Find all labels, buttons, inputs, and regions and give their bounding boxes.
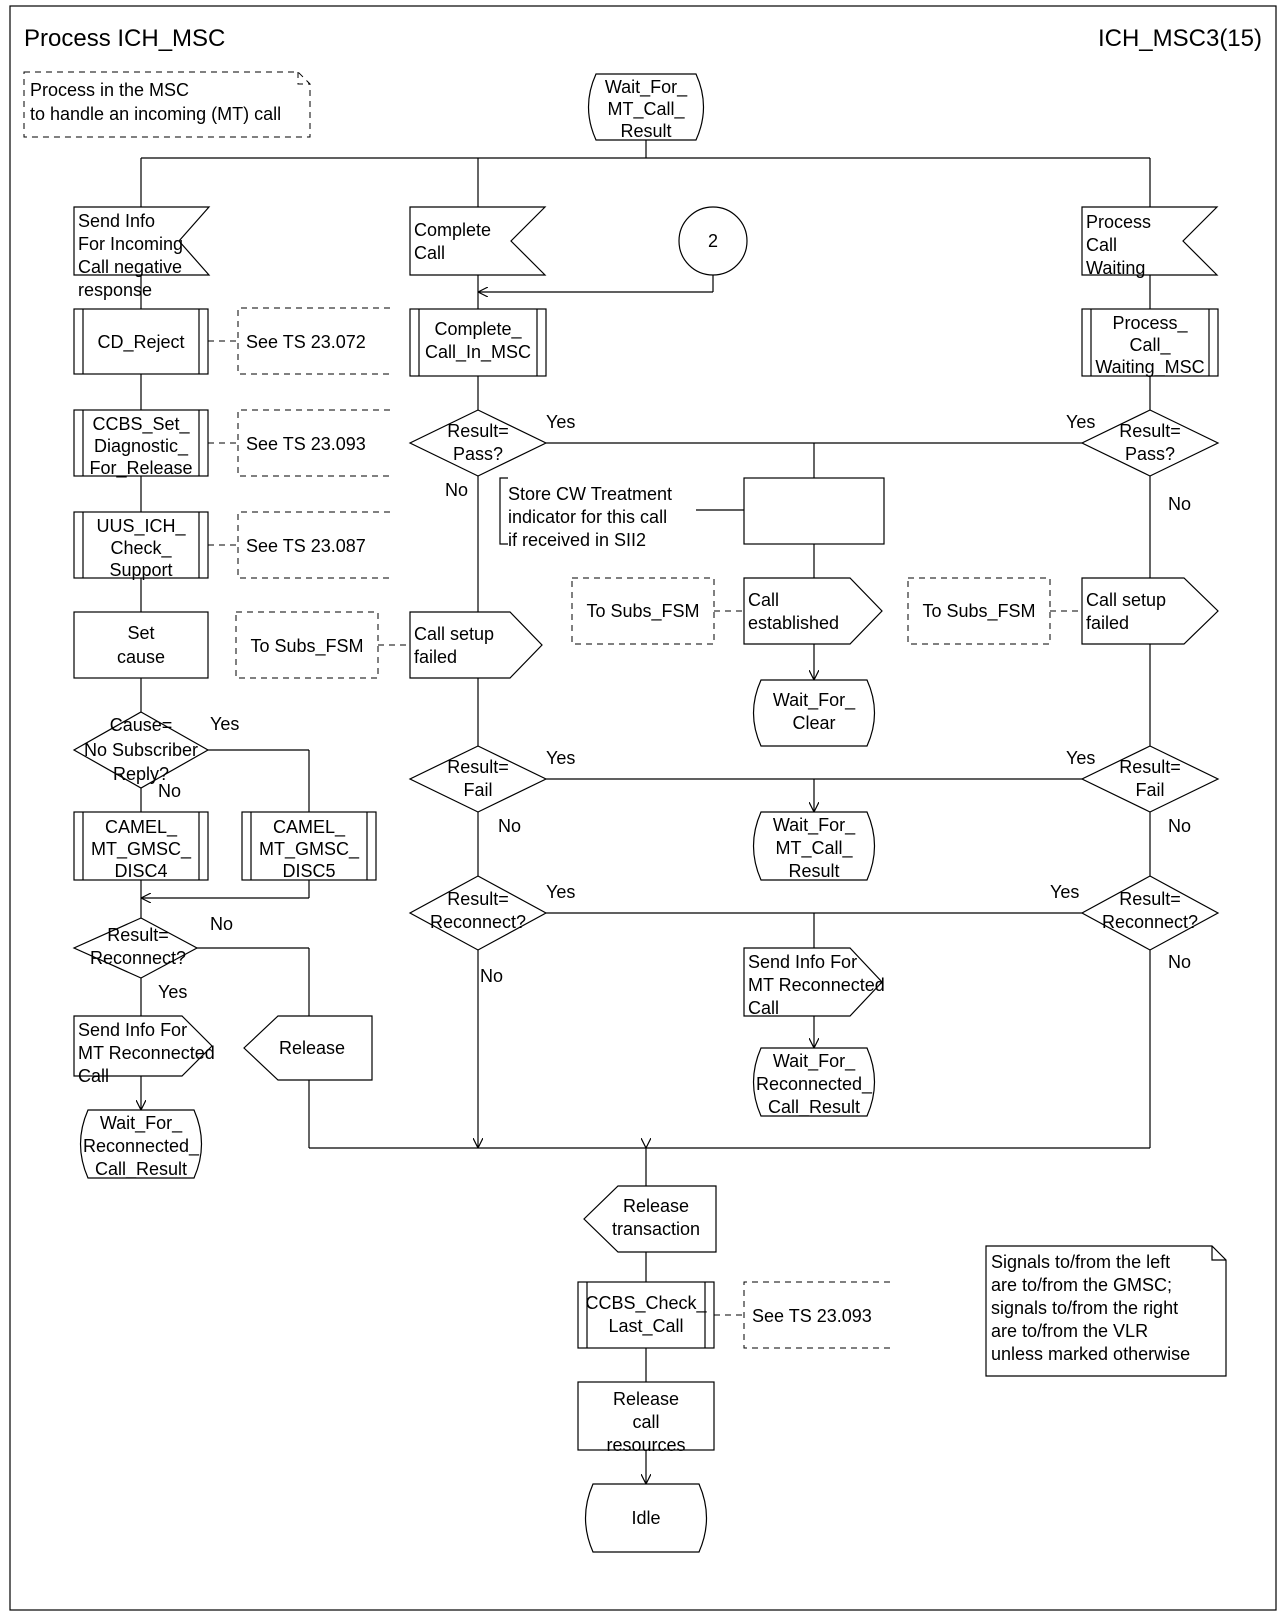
- svg-text:Complete: Complete: [414, 220, 492, 240]
- input-process-call-waiting: [1082, 207, 1217, 278]
- label-yes: Yes: [1066, 748, 1096, 768]
- svg-text:Support: Support: [109, 560, 173, 580]
- svg-text:Wait_For_: Wait_For_: [604, 77, 688, 97]
- svg-text:See TS 23.093: See TS 23.093: [246, 434, 366, 454]
- svg-text:Send Info For: Send Info For: [748, 952, 858, 972]
- svg-text:Wait_For_: Wait_For_: [772, 690, 856, 710]
- task-set-cause: [74, 612, 208, 678]
- procedure-process-call-waiting-msc: [1082, 309, 1218, 378]
- svg-text:Wait_For_: Wait_For_: [99, 1113, 183, 1133]
- svg-text:Call setup: Call setup: [414, 624, 495, 644]
- svg-text:Release: Release: [278, 1038, 346, 1058]
- connector-2: [679, 207, 747, 275]
- svg-text:See TS 23.072: See TS 23.072: [246, 332, 366, 352]
- svg-text:Process_: Process_: [1112, 313, 1188, 333]
- svg-text:Fail: Fail: [463, 780, 493, 800]
- svg-text:Last_Call: Last_Call: [608, 1316, 684, 1336]
- state-idle: [586, 1484, 707, 1552]
- label-yes: Yes: [210, 714, 240, 734]
- svg-text:Call_Result: Call_Result: [767, 1097, 861, 1117]
- svg-text:Release: Release: [622, 1196, 690, 1216]
- svg-text:Set: Set: [127, 623, 155, 643]
- output-send-info-reconnected-mid: [744, 948, 885, 1018]
- svg-text:See TS 23.093: See TS 23.093: [752, 1306, 872, 1326]
- output-call-setup-failed-mid: [410, 612, 542, 678]
- svg-text:Call_In_MSC: Call_In_MSC: [424, 342, 532, 362]
- state-wait-for-mt-call-result-mid: [754, 812, 875, 881]
- svg-text:CCBS_Check_: CCBS_Check_: [585, 1293, 707, 1313]
- label-yes: Yes: [546, 412, 576, 432]
- svg-text:Result=: Result=: [1119, 757, 1181, 777]
- state-wait-for-reconnected-call-result-left: [81, 1110, 202, 1180]
- svg-text:established: established: [748, 613, 840, 633]
- decision-result-fail-mid: [410, 746, 546, 812]
- decision-result-reconnect-right: [1082, 876, 1218, 950]
- decision-result-reconnect-mid: [410, 876, 546, 950]
- label-yes: Yes: [546, 748, 576, 768]
- svg-text:if received in SII2: if received in SII2: [508, 530, 647, 550]
- svg-text:unless marked otherwise: unless marked otherwise: [991, 1344, 1191, 1364]
- label-no: No: [480, 966, 504, 986]
- svg-text:cause: cause: [116, 647, 166, 667]
- ref-to-subs-fsm-mid: [572, 578, 744, 644]
- svg-text:DISC5: DISC5: [282, 861, 336, 881]
- input-release-transaction: [584, 1186, 716, 1252]
- procedure-camel-mt-gmsc-disc4: [74, 812, 208, 881]
- svg-text:Check_: Check_: [110, 538, 172, 558]
- process-title: Process ICH_MSC: [24, 25, 226, 52]
- svg-text:Waiting: Waiting: [1086, 258, 1146, 278]
- svg-text:Idle: Idle: [631, 1508, 661, 1528]
- svg-text:Result=: Result=: [107, 925, 169, 945]
- ref-see-ts-23-093-bottom: [714, 1282, 890, 1348]
- svg-text:Complete_: Complete_: [434, 319, 522, 339]
- svg-text:Wait_For_: Wait_For_: [772, 815, 856, 835]
- svg-text:No Subscriber: No Subscriber: [83, 740, 199, 760]
- svg-text:MT_Call_: MT_Call_: [607, 99, 685, 119]
- svg-text:Result=: Result=: [447, 757, 509, 777]
- svg-text:CAMEL_: CAMEL_: [104, 817, 178, 837]
- svg-text:MT_GMSC_: MT_GMSC_: [258, 839, 360, 859]
- procedure-ccbs-set-diagnostic: [74, 410, 208, 479]
- svg-text:Reconnect?: Reconnect?: [1101, 912, 1199, 932]
- svg-text:call: call: [632, 1412, 660, 1432]
- label-no: No: [1168, 816, 1192, 836]
- svg-text:Pass?: Pass?: [1124, 444, 1176, 464]
- svg-text:Reconnected_: Reconnected_: [755, 1074, 873, 1094]
- svg-text:Cause=: Cause=: [109, 715, 173, 735]
- signals-note: [986, 1246, 1226, 1376]
- svg-text:MT Reconnected: MT Reconnected: [748, 975, 885, 995]
- svg-text:Clear: Clear: [792, 713, 836, 733]
- svg-text:signals to/from the right: signals to/from the right: [991, 1298, 1179, 1318]
- decision-result-pass-right: [1082, 410, 1218, 476]
- svg-text:Call_: Call_: [1129, 335, 1171, 355]
- procedure-uus-ich-check-support: [74, 512, 208, 580]
- output-call-setup-failed-right: [1082, 578, 1218, 644]
- svg-text:MT_Call_: MT_Call_: [775, 838, 853, 858]
- decision-result-reconnect-left: [74, 918, 197, 978]
- decision-result-fail-right: [1082, 746, 1218, 812]
- svg-text:Result=: Result=: [447, 889, 509, 909]
- svg-text:Send Info For: Send Info For: [78, 1020, 188, 1040]
- svg-text:Waiting_MSC: Waiting_MSC: [1095, 357, 1205, 377]
- svg-text:Reply?: Reply?: [112, 764, 170, 784]
- output-send-info-reconnected-left: [74, 1016, 215, 1086]
- svg-text:Diagnostic_: Diagnostic_: [93, 436, 189, 456]
- state-wait-for-mt-call-result-top: [589, 74, 704, 141]
- label-no: No: [498, 816, 522, 836]
- procedure-ccbs-check-last-call: [578, 1282, 714, 1348]
- svg-text:Call: Call: [1086, 235, 1118, 255]
- svg-text:response: response: [78, 280, 153, 300]
- label-no: No: [445, 480, 469, 500]
- svg-text:Call: Call: [748, 998, 780, 1018]
- label-no: No: [210, 914, 234, 934]
- svg-text:To Subs_FSM: To Subs_FSM: [922, 601, 1036, 621]
- label-yes: Yes: [1050, 882, 1080, 902]
- svg-text:Signals to/from the left: Signals to/from the left: [991, 1252, 1171, 1272]
- task-store-cw-treatment: [744, 478, 884, 544]
- procedure-camel-mt-gmsc-disc5: [242, 812, 376, 881]
- state-wait-for-reconnected-call-result-mid: [754, 1048, 875, 1118]
- ref-to-subs-fsm-right: [908, 578, 1082, 644]
- svg-text:For_Release: For_Release: [89, 458, 193, 478]
- svg-text:To Subs_FSM: To Subs_FSM: [250, 636, 364, 656]
- label-yes: Yes: [158, 982, 188, 1002]
- svg-text:to handle an incoming (MT) cal: to handle an incoming (MT) call: [30, 104, 282, 124]
- label-yes: Yes: [546, 882, 576, 902]
- input-complete-call: [410, 207, 545, 275]
- svg-text:To Subs_FSM: To Subs_FSM: [586, 601, 700, 621]
- svg-text:Reconnect?: Reconnect?: [429, 912, 527, 932]
- store-cw-treatment-comment: [500, 478, 744, 550]
- svg-text:are to/from the GMSC;: are to/from the GMSC;: [991, 1275, 1173, 1295]
- input-release-left: [244, 1016, 372, 1080]
- svg-text:Call_Result: Call_Result: [94, 1159, 188, 1179]
- label-yes: Yes: [1066, 412, 1096, 432]
- state-wait-for-clear: [754, 680, 875, 746]
- svg-text:Store CW Treatment: Store CW Treatment: [508, 484, 673, 504]
- label-no: No: [158, 781, 182, 801]
- svg-text:Process: Process: [1086, 212, 1152, 232]
- ref-to-subs-fsm-left: [236, 612, 410, 678]
- svg-text:Pass?: Pass?: [452, 444, 504, 464]
- svg-text:Call setup: Call setup: [1086, 590, 1167, 610]
- decision-result-pass-mid: [410, 410, 546, 476]
- svg-text:Fail: Fail: [1135, 780, 1165, 800]
- svg-text:CD_Reject: CD_Reject: [97, 332, 185, 352]
- svg-text:2: 2: [707, 231, 719, 251]
- procedure-complete-call-in-msc: [410, 309, 546, 376]
- svg-text:failed: failed: [414, 647, 458, 667]
- ref-see-ts-23-072: [208, 308, 390, 374]
- svg-text:transaction: transaction: [611, 1219, 701, 1239]
- svg-text:Result=: Result=: [1119, 889, 1181, 909]
- svg-text:Call negative: Call negative: [78, 257, 183, 277]
- svg-text:Call: Call: [414, 243, 446, 263]
- svg-text:Result: Result: [788, 861, 840, 881]
- decision-cause-no-subscriber-reply: [74, 712, 208, 788]
- label-no: No: [1168, 952, 1192, 972]
- svg-text:Reconnect?: Reconnect?: [89, 948, 187, 968]
- svg-text:are to/from the VLR: are to/from the VLR: [991, 1321, 1149, 1341]
- procedure-cd-reject: [74, 309, 208, 374]
- svg-text:Wait_For_: Wait_For_: [772, 1051, 856, 1071]
- svg-text:For Incoming: For Incoming: [78, 234, 184, 254]
- svg-text:MT_GMSC_: MT_GMSC_: [90, 839, 192, 859]
- task-release-call-resources: [578, 1382, 714, 1455]
- svg-text:MT Reconnected: MT Reconnected: [78, 1043, 215, 1063]
- label-no: No: [1168, 494, 1192, 514]
- svg-text:resources: resources: [606, 1435, 686, 1455]
- svg-text:Process in the MSC: Process in the MSC: [30, 80, 190, 100]
- input-send-info-negative-response: [74, 207, 209, 300]
- svg-text:Result=: Result=: [1119, 421, 1181, 441]
- svg-text:CCBS_Set_: CCBS_Set_: [92, 414, 190, 434]
- svg-text:DISC4: DISC4: [114, 861, 168, 881]
- ref-see-ts-23-087: [208, 512, 390, 578]
- process-comment: [24, 72, 310, 137]
- svg-text:Result=: Result=: [447, 421, 509, 441]
- svg-text:Reconnected_: Reconnected_: [82, 1136, 200, 1156]
- svg-text:Call: Call: [78, 1066, 110, 1086]
- svg-text:indicator for this call: indicator for this call: [508, 507, 668, 527]
- svg-text:UUS_ICH_: UUS_ICH_: [96, 516, 186, 536]
- svg-text:CAMEL_: CAMEL_: [272, 817, 346, 837]
- svg-text:See TS 23.087: See TS 23.087: [246, 536, 366, 556]
- svg-text:Call: Call: [748, 590, 780, 610]
- svg-text:Send Info: Send Info: [78, 211, 156, 231]
- page-reference: ICH_MSC3(15): [1097, 25, 1262, 52]
- ref-see-ts-23-093: [208, 410, 390, 476]
- svg-text:Result: Result: [620, 121, 672, 141]
- svg-text:Release: Release: [612, 1389, 680, 1409]
- output-call-established: [744, 578, 882, 644]
- svg-text:failed: failed: [1086, 613, 1130, 633]
